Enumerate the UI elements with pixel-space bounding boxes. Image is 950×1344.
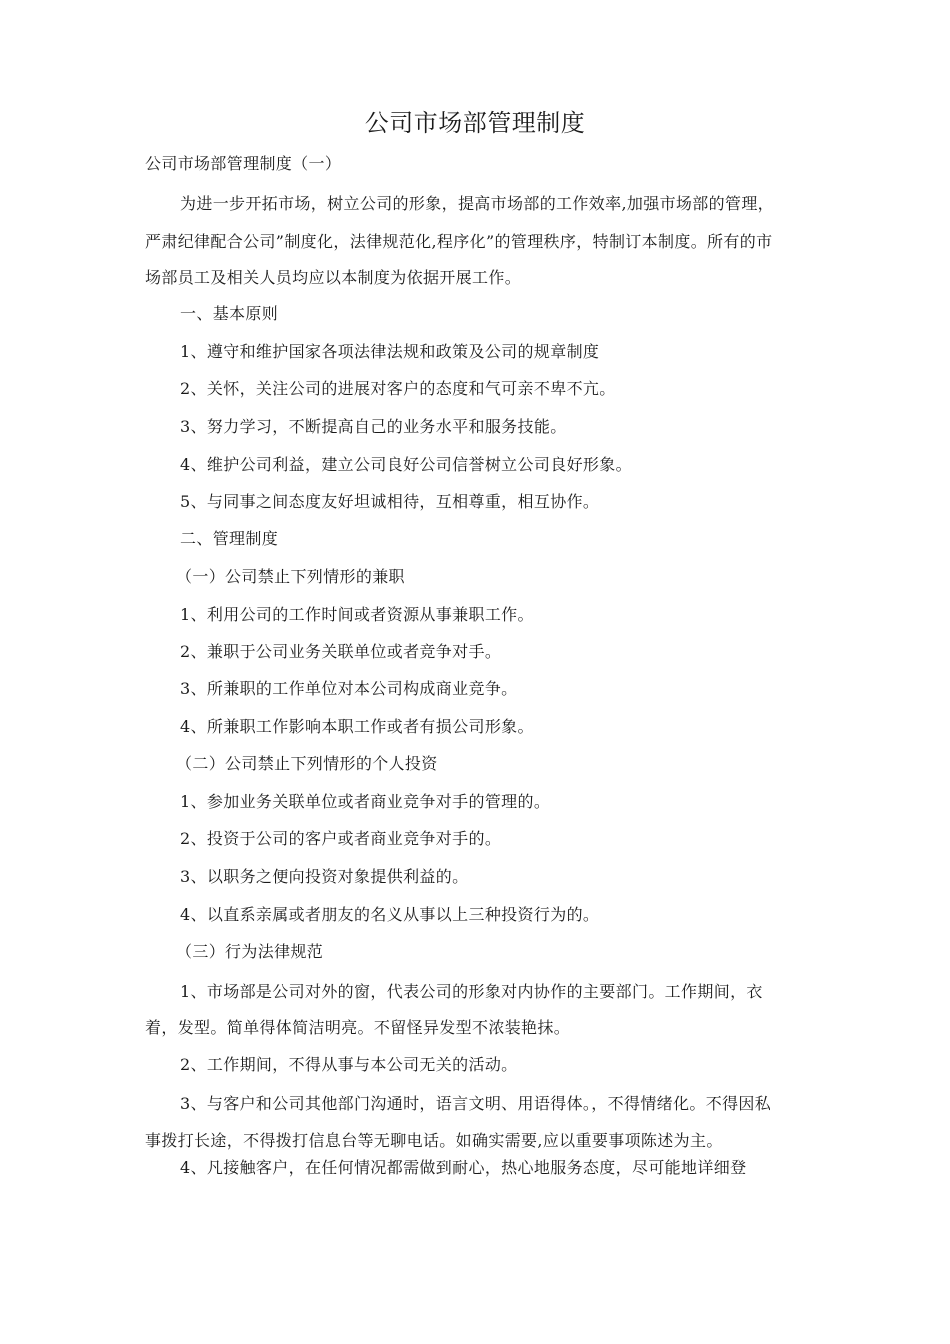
intro-line-2: 严肃纪律配合公司”制度化，法律规范化,程序化”的管理秩序，特制订本制度。所有的市	[145, 232, 773, 251]
conduct-item-1-line-2: 着，发型。简单得体简洁明亮。不留怪异发型不浓装艳抹。	[145, 1018, 571, 1037]
conduct-item-2: 2、工作期间，不得从事与本公司无关的活动。	[180, 1055, 518, 1074]
investment-item: 2、投资于公司的客户或者商业竞争对手的。	[180, 829, 502, 848]
section-heading-management-rules: 二、管理制度	[180, 529, 279, 548]
principle-item: 3、努力学习，不断提高自己的业务水平和服务技能。	[180, 417, 567, 436]
part-time-item: 2、兼职于公司业务关联单位或者竞争对手。	[180, 642, 502, 661]
conduct-item-4: 4、凡接触客户，在任何情况都需做到耐心，热心地服务态度，尽可能地详细登	[180, 1158, 747, 1177]
document-title: 公司市场部管理制度	[364, 109, 586, 137]
subsection-heading-conduct: （三）行为法律规范	[176, 942, 324, 961]
part-time-item: 3、所兼职的工作单位对本公司构成商业竞争。	[180, 679, 518, 698]
intro-line-1: 为进一步开拓市场，树立公司的形象，提高市场部的工作效率,加强市场部的管理，	[180, 194, 775, 213]
principle-item: 4、维护公司利益，建立公司良好公司信誉树立公司良好形象。	[180, 455, 632, 474]
principle-item: 5、与同事之间态度友好坦诚相待，互相尊重，相互协作。	[180, 492, 600, 511]
conduct-item-3-line-1: 3、与客户和公司其他部门沟通时，语言文明、用语得体。，不得情绪化。不得因私	[180, 1094, 772, 1113]
investment-item: 4、以直系亲属或者朋友的名义从事以上三种投资行为的。	[180, 905, 600, 924]
section-heading-basic-principles: 一、基本原则	[180, 304, 279, 323]
intro-line-3: 场部员工及相关人员均应以本制度为依据开展工作。	[145, 268, 522, 287]
document-subtitle: 公司市场部管理制度（一）	[145, 154, 342, 173]
investment-item: 3、以职务之便向投资对象提供利益的。	[180, 867, 469, 886]
conduct-item-3-line-2: 事拨打长途，不得拨打信息台等无聊电话。如确实需要,应以重要事项陈述为主。	[145, 1131, 723, 1150]
part-time-item: 1、利用公司的工作时间或者资源从事兼职工作。	[180, 605, 534, 624]
principle-item: 1、遵守和维护国家各项法律法规和政策及公司的规章制度	[180, 342, 600, 361]
part-time-item: 4、所兼职工作影响本职工作或者有损公司形象。	[180, 717, 534, 736]
conduct-item-1-line-1: 1、市场部是公司对外的窗，代表公司的形象对内协作的主要部门。工作期间，衣	[180, 982, 763, 1001]
principle-item: 2、关怀，关注公司的进展对客户的态度和气可亲不卑不亢。	[180, 379, 616, 398]
subsection-heading-part-time: （一）公司禁止下列情形的兼职	[176, 567, 405, 586]
investment-item: 1、参加业务关联单位或者商业竞争对手的管理的。	[180, 792, 551, 811]
subsection-heading-investment: （二）公司禁止下列情形的个人投资	[176, 754, 438, 773]
